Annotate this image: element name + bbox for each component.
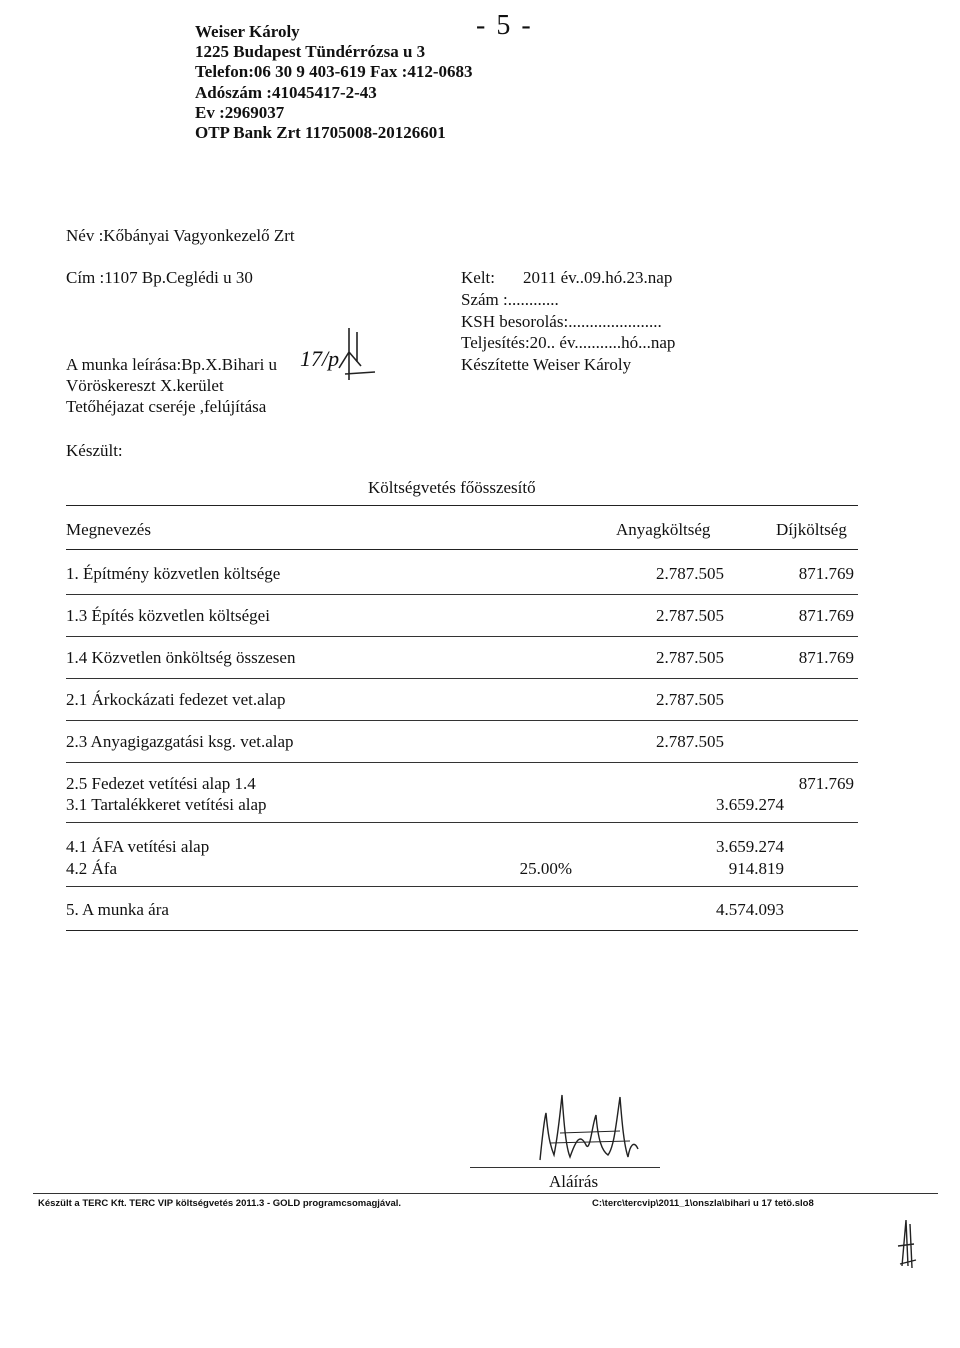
szam-field: Szám :............ bbox=[461, 290, 559, 309]
divider bbox=[66, 505, 858, 506]
kelt-date: 2011 év..09.hó.23.nap bbox=[523, 268, 673, 287]
divider bbox=[66, 762, 858, 763]
header-dijkoltseg: Díjköltség bbox=[776, 520, 847, 539]
row-material-cost: 2.787.505 bbox=[656, 606, 724, 625]
sender-ev-number: Ev :2969037 bbox=[195, 102, 285, 122]
divider bbox=[66, 636, 858, 637]
row-name: 2.3 Anyagigazgatási ksg. vet.alap bbox=[66, 732, 294, 751]
row-material-cost: 2.787.505 bbox=[656, 648, 724, 667]
divider bbox=[66, 594, 858, 595]
sender-bank-account: OTP Bank Zrt 11705008-20126601 bbox=[195, 122, 446, 142]
row-material-cost: 2.787.505 bbox=[656, 690, 724, 709]
row-name: 4.1 ÁFA vetítési alap bbox=[66, 837, 210, 856]
document-title: Költségvetés főösszesítő bbox=[368, 478, 536, 497]
row-fee-cost: 871.769 bbox=[798, 564, 854, 583]
work-description-line3: Tetőhéjazat cseréje ,felújítása bbox=[66, 397, 267, 416]
row-name: 1.4 Közvetlen önköltség összesen bbox=[66, 648, 296, 667]
ksh-field: KSH besorolás:...................... bbox=[461, 312, 662, 331]
sender-name: Weiser Károly bbox=[195, 22, 300, 41]
teljesites-field: Teljesítés:20.. év...........hó...nap bbox=[461, 333, 676, 352]
keszitette-field: Készítette Weiser Károly bbox=[461, 355, 632, 374]
row-name: 1. Építmény közvetlen költsége bbox=[66, 564, 281, 583]
row-material-cost: 2.787.505 bbox=[656, 564, 724, 583]
sender-phone: Telefon:06 30 9 403-619 Fax :412-0683 bbox=[195, 62, 473, 82]
divider bbox=[66, 886, 858, 887]
total-value: 4.574.093 bbox=[716, 900, 784, 919]
row-name: 2.1 Árkockázati fedezet vet.alap bbox=[66, 690, 286, 709]
row-name: 2.5 Fedezet vetítési alap 1.4 bbox=[66, 774, 256, 793]
divider bbox=[66, 720, 858, 721]
header-megnevezes: Megnevezés bbox=[66, 520, 151, 539]
row-material-cost: 2.787.505 bbox=[656, 732, 724, 751]
row-name: 4.2 Áfa bbox=[66, 859, 117, 878]
handwritten-house-number: 17/p bbox=[300, 346, 340, 371]
signature-icon bbox=[530, 1085, 650, 1170]
row-name: 3.1 Tartalékkeret vetítési alap bbox=[66, 795, 267, 814]
work-description-line1: A munka leírása:Bp.X.Bihari u bbox=[66, 355, 278, 374]
work-description-line2: Vöröskereszt X.kerület bbox=[66, 376, 224, 395]
sender-address: 1225 Budapest Tündérrózsa u 3 bbox=[195, 42, 426, 62]
sender-block bbox=[195, 22, 473, 143]
divider bbox=[66, 678, 858, 679]
signature-line bbox=[470, 1167, 660, 1168]
signature-label: Aláírás bbox=[549, 1172, 599, 1191]
row-name: 1.3 Építés közvetlen költségei bbox=[66, 606, 270, 625]
initials-mark-icon bbox=[892, 1216, 922, 1276]
row-fee-cost: 871.769 bbox=[798, 606, 854, 625]
header-anyagkoltseg: Anyagköltség bbox=[616, 520, 711, 539]
client-name: Név :Kőbányai Vagyonkezelő Zrt bbox=[66, 226, 295, 245]
vat-rate: 25.00% bbox=[519, 859, 572, 878]
keszult-label: Készült: bbox=[66, 441, 123, 460]
handwritten-mark-icon bbox=[335, 322, 385, 392]
row-fee-cost: 871.769 bbox=[798, 774, 854, 793]
divider bbox=[66, 930, 858, 931]
divider bbox=[66, 549, 858, 550]
row-value: 914.819 bbox=[728, 859, 784, 878]
row-value: 3.659.274 bbox=[716, 837, 784, 856]
footer-note-right: C:\terc\tercvip\2011_1\onszla\bihari u 17 tetö.slo8 bbox=[592, 1198, 814, 1209]
sender-tax-number: Adószám :41045417-2-43 bbox=[195, 82, 377, 102]
row-value: 3.659.274 bbox=[716, 795, 784, 814]
divider bbox=[66, 822, 858, 823]
client-address: Cím :1107 Bp.Ceglédi u 30 bbox=[66, 268, 253, 287]
row-name: 5. A munka ára bbox=[66, 900, 169, 919]
kelt-label: Kelt: bbox=[461, 268, 495, 287]
divider bbox=[33, 1193, 938, 1194]
page-number: - 5 - bbox=[476, 10, 533, 41]
footer-note-left: Készült a TERC Kft. TERC VIP költségvetés 2011.3 - GOLD programcsomagjával. bbox=[38, 1198, 402, 1209]
row-fee-cost: 871.769 bbox=[798, 648, 854, 667]
